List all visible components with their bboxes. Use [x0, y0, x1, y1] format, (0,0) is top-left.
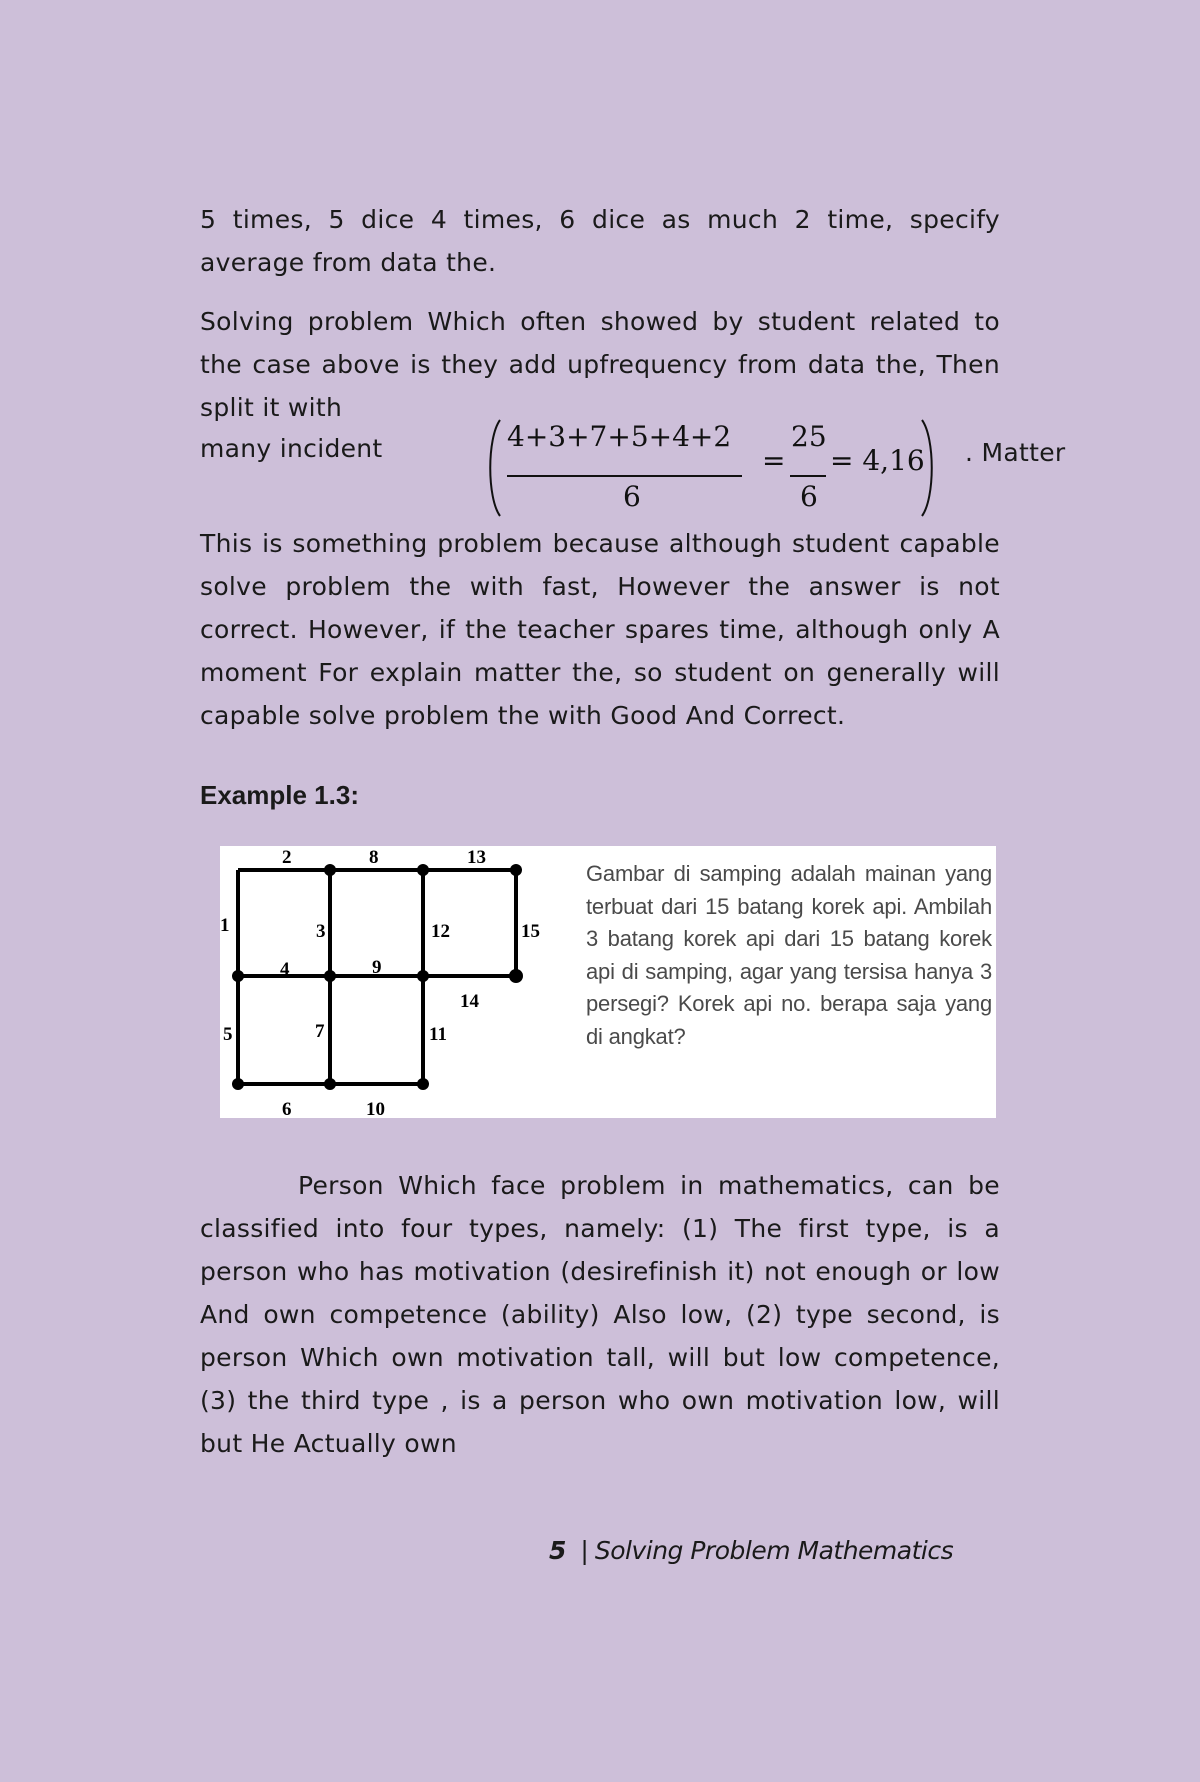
paragraph-4: Person Which face problem in mathematics, can be classified into four types, namely: (1) The first type, is a person who has motivation (desirefinish it) not enough or low And own competence (ability) Also low, (2) type second, is person Which own motivation tall, will but low competence, (3) the third type , is a person who own motivation low, will but He Actually own: [200, 1171, 1000, 1458]
matchstick-label-15: 15: [521, 921, 540, 942]
formula-denominator-1: 6: [623, 480, 641, 513]
matchstick-label-4: 4: [280, 959, 290, 980]
matchstick-label-14: 14: [460, 991, 479, 1012]
matchstick-figure: [220, 846, 996, 1118]
example-title: Example 1.3:: [200, 780, 359, 810]
matchstick-label-2: 2: [282, 847, 292, 868]
page-number: 5: [549, 1536, 567, 1565]
footer-title: Solving Problem Mathematics: [594, 1536, 954, 1565]
figure-question-text: Gambar di samping adalah mainan yang terbuat dari 15 batang korek api. Ambilah 3 batang korek api dari 15 batang korek api di samping, agar yang tersisa hanya 3 persegi? Korek api no. berapa saja yang di angkat?: [586, 861, 992, 1049]
footer-separator: |: [580, 1536, 589, 1565]
paragraph-1: 5 times, 5 dice 4 times, 6 dice as much 2 time, specify average from data the.: [200, 205, 1000, 277]
paragraph-2-tail: many incident: [200, 434, 383, 463]
matchstick-label-11: 11: [429, 1024, 447, 1045]
formula-numerator-2: 25: [791, 420, 827, 453]
matchstick-label-7: 7: [315, 1021, 325, 1042]
formula-bar-2: [790, 475, 826, 477]
formula-close-paren: [919, 418, 937, 518]
paragraph-3: This is something problem because although student capable solve problem the with fast, However the answer is not correct. However, if the teacher spares time, although only A moment For explain matter the, so student on generally will capable solve problem the with Good And Correct.: [200, 529, 1000, 730]
page-footer: [549, 1536, 953, 1565]
average-formula: [485, 418, 955, 518]
matter-text: . Matter: [965, 438, 1066, 467]
formula-result: = 4,16: [830, 444, 925, 477]
matchstick-label-1: 1: [220, 915, 230, 936]
matchstick-label-6: 6: [282, 1099, 292, 1118]
formula-open-paren: [485, 418, 503, 518]
matchstick-label-8: 8: [369, 847, 379, 868]
formula-equals-1: =: [762, 444, 786, 477]
matchstick-label-13: 13: [467, 847, 486, 868]
paragraph-2: Solving problem Which often showed by student related to the case above is they add upfrequency from data the, Then split it with: [200, 307, 1000, 422]
formula-denominator-2: 6: [800, 480, 818, 513]
matchstick-label-10: 10: [366, 1099, 385, 1118]
matchstick-label-3: 3: [316, 921, 326, 942]
matchstick-diagram: [220, 846, 580, 1118]
matchstick-label-12: 12: [431, 921, 450, 942]
formula-bar-1: [507, 475, 742, 477]
matchstick-label-9: 9: [372, 957, 382, 978]
formula-numerator-1: 4+3+7+5+4+2: [507, 420, 732, 453]
matchstick-label-5: 5: [223, 1024, 233, 1045]
